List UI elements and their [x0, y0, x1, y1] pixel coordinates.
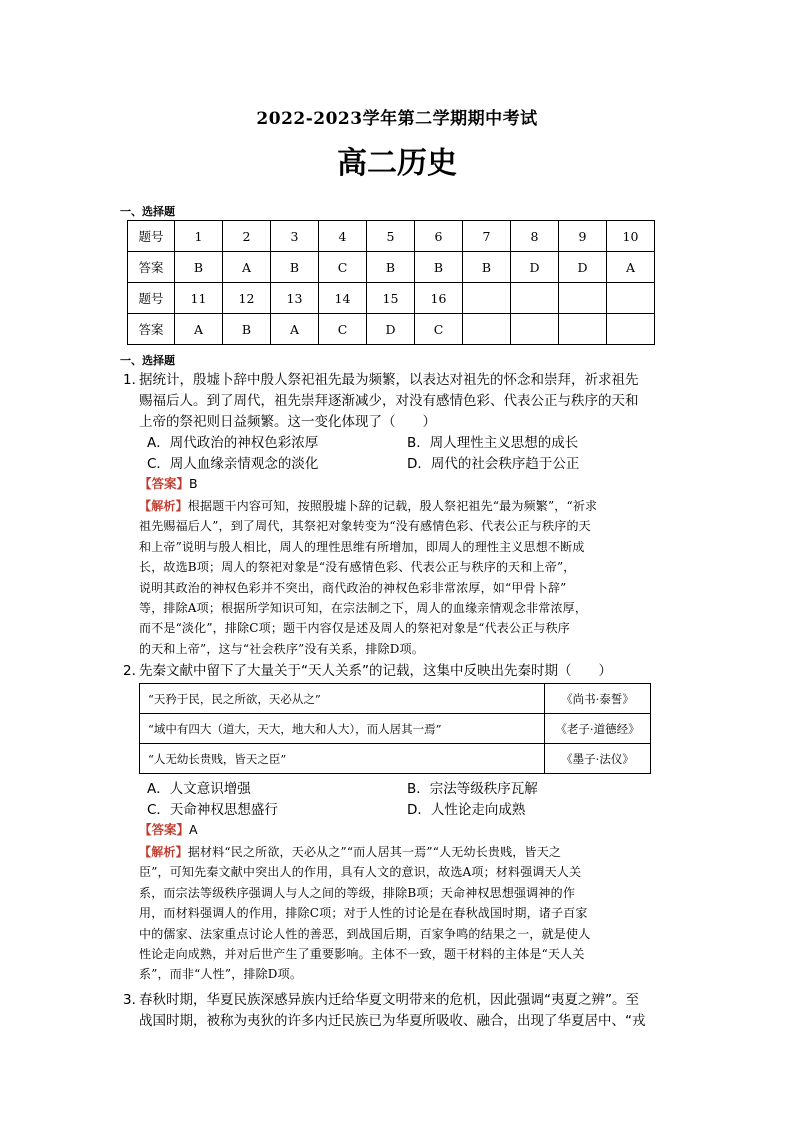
answer-table [127, 220, 655, 345]
answer-cell [607, 283, 655, 314]
answer-cell: A [223, 252, 271, 283]
answer-cell: 13 [271, 283, 319, 314]
answer-cell: D [559, 252, 607, 283]
answer-cell: B [175, 252, 223, 283]
answer-cell: A [175, 314, 223, 345]
answer-cell [463, 314, 511, 345]
answer-cell [511, 314, 559, 345]
answer-cell: 7 [463, 221, 511, 252]
question-1-stem: 1．据统计，殷墟卜辞中殷人祭祀祖先最为频繁，以表达对祖先的怀念和崇拜，祈求祖先 赐福后人。到了周代，祖先崇拜逐渐减少，对没有感情色彩、代表公正与秩序的天和 上帝的祭祀则日益频繁。这一变化体现了（ ） [123, 372, 639, 430]
answer-cell: 2 [223, 221, 271, 252]
option-b: B．周人理性主义思想的成长 [407, 435, 579, 451]
answer-table-row [128, 314, 655, 345]
answer-cell [463, 283, 511, 314]
answer-cell: B [223, 314, 271, 345]
answer-cell: 12 [223, 283, 271, 314]
answer-cell: C [319, 252, 367, 283]
option-c: C．天命神权思想盛行 [147, 802, 278, 818]
quote-source: 《尚书·泰誓》 [545, 684, 651, 714]
row-label: 答案 [128, 252, 175, 283]
row-label: 题号 [128, 221, 175, 252]
answer-cell [559, 314, 607, 345]
option-a: A．周代政治的神权色彩浓厚 [147, 435, 319, 451]
quote-row [140, 714, 651, 744]
question-2-options [147, 779, 667, 821]
question-1-answer: 【答案】B [139, 476, 198, 491]
quote-text: “域中有四大（道大，天大，地大和人大），而人居其一焉” [140, 714, 545, 744]
section-label: 一、选择题 [120, 205, 175, 218]
question-number: 3． [123, 992, 146, 1008]
question-number: 2． [123, 663, 146, 679]
option-d: D．周代的社会秩序趋于公正 [407, 456, 580, 472]
option-c: C．周人血缘亲情观念的淡化 [147, 456, 319, 472]
quote-text: “天矜于民，民之所欲，天必从之” [140, 684, 545, 714]
answer-cell: A [271, 314, 319, 345]
answer-table-row [128, 221, 655, 252]
answer-cell: B [463, 252, 511, 283]
question-1-options [147, 433, 667, 475]
answer-cell: C [415, 314, 463, 345]
row-label: 答案 [128, 314, 175, 345]
question-2-explanation: 【解析】据材料“民之所欲，天必从之”“而人居其一焉”“人无幼长贵贱，皆天之 臣”，可知先秦文献中突出人的作用，具有人文的意识，故选A项；材料强调天人关 系，而宗法等级秩序强调人与人之间的等级，排除B项；天命神权思想强调神的作 用，而材料强调人的作用，排除C项；对于人性的讨论是在春秋战国时期，诸子百家 中的儒家、法家重点讨论人性的善恶，到战国后期，百家争鸣的结果之一，就是使人 性论走向成熟，并对后世产生了重要影响。主体不一致，题干材料的主体是“天人关 系”，而非“人性”，排除D项。 [139, 845, 591, 982]
answer-cell: 9 [559, 221, 607, 252]
answer-cell [607, 314, 655, 345]
answer-cell: 14 [319, 283, 367, 314]
quote-source: 《老子·道德经》 [545, 714, 651, 744]
option-a: A．人文意识增强 [147, 781, 251, 797]
quote-row [140, 684, 651, 714]
quote-source: 《墨子·法仪》 [545, 744, 651, 774]
answer-cell: 5 [367, 221, 415, 252]
quote-row [140, 744, 651, 774]
answer-cell: 3 [271, 221, 319, 252]
section-label-repeat: 一、选择题 [120, 354, 175, 367]
answer-cell: 11 [175, 283, 223, 314]
answer-cell: C [319, 314, 367, 345]
answer-cell: 6 [415, 221, 463, 252]
answer-cell: B [367, 252, 415, 283]
question-number: 1． [123, 372, 146, 388]
option-b: B．宗法等级秩序瓦解 [407, 781, 538, 797]
quote-text: “人无幼长贵贱，皆天之臣” [140, 744, 545, 774]
subject-title: 高二历史 [337, 146, 457, 181]
option-d: D．人性论走向成熟 [407, 802, 526, 818]
row-label: 题号 [128, 283, 175, 314]
question-3-stem: 3．春秋时期，华夏民族深感异族内迁给华夏文明带来的危机，因此强调“夷夏之辨”。至 战国时期，被称为夷狄的许多内迁民族已为华夏所吸收、融合，出现了华夏居中、“戎 [123, 992, 646, 1029]
answer-table-row [128, 252, 655, 283]
exam-title: 2022-2023学年第二学期期中考试 [256, 109, 538, 129]
answer-cell: B [415, 252, 463, 283]
answer-cell: 1 [175, 221, 223, 252]
answer-cell: 8 [511, 221, 559, 252]
answer-cell [559, 283, 607, 314]
answer-cell: A [607, 252, 655, 283]
answer-cell: D [511, 252, 559, 283]
answer-cell [511, 283, 559, 314]
answer-cell: D [367, 314, 415, 345]
answer-cell: B [271, 252, 319, 283]
answer-cell: 10 [607, 221, 655, 252]
question-2-answer: 【答案】A [139, 822, 198, 837]
question-2-stem: 2．先秦文献中留下了大量关于“天人关系”的记载，这集中反映出先秦时期（ ） [123, 661, 668, 682]
quote-table [139, 683, 651, 774]
question-1-explanation: 【解析】根据题干内容可知，按照殷墟卜辞的记载，殷人祭祀祖先“最为频繁”，“祈求 祖先赐福后人”，到了周代，其祭祀对象转变为“没有感情色彩、代表公正与秩序的天 和上帝”说明与殷人相比，周人的理性思维有所增加，即周人的理性主义思想不断成 长，故选B项；周人的祭祀对象是“没有感情色彩、代表公正与秩序的天和上帝”， 说明其政治的神权色彩并不突出，商代政治的神权色彩非常浓厚，如“甲骨卜辞” 等，排除A项；根据所学知识可知，在宗法制之下，周人的血缘亲情观念非常浓厚， 而不是“淡化”，排除C项；题干内容仅是述及周人的祭祀对象是“代表公正与秩序 的天和上帝”，这与“社会秩序”没有关系，排除D项。 [139, 499, 598, 656]
answer-cell: 15 [367, 283, 415, 314]
answer-table-row [128, 283, 655, 314]
answer-cell: 16 [415, 283, 463, 314]
answer-cell: 4 [319, 221, 367, 252]
